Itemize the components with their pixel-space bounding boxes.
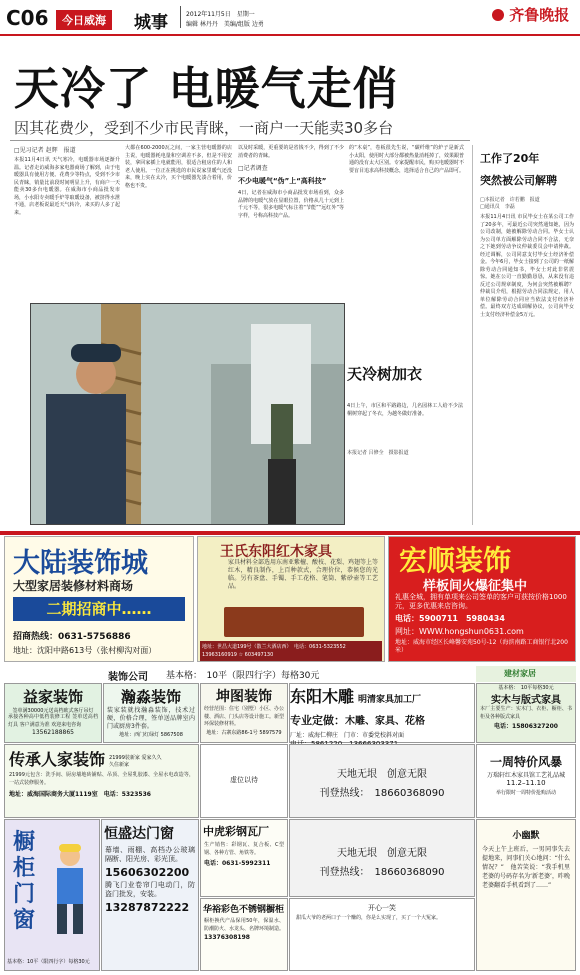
ad-wang [197, 536, 385, 662]
cell-blank-text: 虚位以待 [230, 776, 258, 784]
cell-hanmiao [103, 683, 199, 743]
headline: 天冷了 电暖气走俏 [14, 62, 399, 115]
classified-header [4, 666, 474, 682]
photo-caption-text: 4日上午，市区和平路路边，几名园林工人给不少法桐树穿起了冬衣，为越冬做好准备。 [347, 403, 463, 417]
cell-hengsheng-body: 幕墙、雨棚、高档办公玻璃隔断、阳光房、彩光顶。 [105, 846, 195, 863]
ad-dalu-banner: 二期招商中…… [13, 597, 185, 621]
ad-hong [388, 536, 576, 662]
cell-tiandi-2-slogan: 天地无垠 创意无限 [337, 848, 427, 859]
page-code: C06 [6, 6, 49, 30]
cell-yixin [4, 683, 102, 743]
cell-blank [200, 744, 288, 818]
cell-kaixin [289, 898, 475, 971]
cell-xiaoyou-title: 小幽默 [512, 831, 540, 841]
cell-yixin-body: 承接各种高中低档装修工程 签单送高档灯具 客户满意为准 欢迎来电咨询 [8, 714, 98, 728]
photo-caption-title: 天冷树加衣 [347, 365, 423, 383]
cell-kuntu [200, 683, 288, 743]
article-col-3b: 4日，记者在威海市小商品批发市场看到，众多品牌的电暖气放在显眼位置，价格从几十元到上千元不等，很多电暖气标注着“节能”“远红外”等字样，号称高科技产品。 [238, 190, 344, 219]
ad-hong-body: 礼惠全城，拥有单项来公司签单的客户可获按价格1000元，更多优惠来店咨询。 [395, 593, 567, 610]
side-classified-title: 建材家居 [504, 669, 536, 678]
editors-line: 编辑 林丹丹 美编/组版 边勇 [186, 21, 264, 28]
cell-huacai-phone: 13376308198 [204, 934, 250, 941]
cell-yizhou-sub: 万瑞轩红木家具馆工艺礼品城 [486, 772, 565, 779]
cell-dongyang [289, 683, 475, 743]
logo: 齐鲁晚报 [492, 4, 569, 25]
ad-hong-title: 宏顺装饰 [399, 544, 512, 577]
ad-hong-address: 地址：威海市经区长峰馨安苑50号-12（海滨南路工商银行北200米） [395, 639, 568, 654]
sub-headline: 不少电暖气“伪”上“高科技” [238, 177, 327, 185]
cell-dongyang-pro: 专业定做： [290, 714, 345, 727]
cell-yixin-sub: 签单满30000元送高档欧式客厅吊灯 [12, 708, 94, 714]
logo-icon [492, 9, 504, 21]
cell-zhonghong-title: 中虎彩钢瓦厂 [203, 825, 269, 838]
cell-dongyang-title2: 明清家具加工厂 [358, 695, 422, 705]
cell-chuancheng [4, 744, 199, 818]
cell-chuancheng-tag: 21999装新家 爱家久久久住新家 [109, 754, 162, 768]
cell-yizhou-note: 举行限时一周特价抢购活动 [495, 790, 556, 796]
ad-hong-web: 网址：WWW.hongshun0631.com [395, 627, 524, 636]
cell-kaixin-title: 开心一笑 [368, 904, 396, 912]
cell-huacai-body: 橱柜换代产品保用50年，保温水、防潮防火、水龙头、名牌环境制造。 [204, 918, 285, 932]
ad-dalu-address: 地址：沈阳中路613号（张村柳沟对面） [13, 646, 157, 655]
cell-chugui-note: 基本格：10平（限四行字）每格30元 [7, 959, 90, 965]
cell-xiaoyou-body: 今天上午上班后，一男同事失去提地来，问事们关心地问：“什么情况？” 他苦笑说：“我手机里老婆的号码存名为‘新老婆’，昨晚老婆翻看手机看到了……” [482, 846, 570, 889]
cell-kuntu-title: 坤图装饰 [216, 689, 272, 705]
ad-hong-banner: 样板间火爆征集中 [423, 579, 528, 594]
byline: □见习记者 赵辉 报道 [14, 147, 76, 154]
cell-chuancheng-address: 地址：威海国际商务大厦1119室 电话：5323536 [9, 791, 151, 798]
tree-photo-image [31, 304, 344, 524]
cell-hanmiao-body: 装家装就找瀚淼装饰，技术过硬，价格合理，签单送品牌室内门或厨房3件套。 [107, 707, 195, 730]
cell-shimu-phone: 电话：15806327200 [494, 723, 558, 730]
cell-kuntu-body: 经营范围：住宅（别墅）小区、办公楼、酒店、门头店等设计施工。新型环保装修材料。 [204, 706, 285, 727]
cell-xiaoyou [476, 819, 576, 971]
cell-tiandi-2-phone: 刊登热线： 18660368090 [319, 867, 445, 878]
cell-huacai-title: 华裕彩色不锈钢橱柜 [203, 905, 285, 915]
cell-yixin-phone: 13562188865 [32, 729, 74, 736]
page-header [0, 0, 580, 36]
ad-hong-phone: 电话：5900711 5980434 [395, 614, 505, 623]
cell-yizhou-date: 11.2–11.10 [506, 779, 546, 787]
cell-tiandi-1 [289, 744, 475, 818]
cell-chuancheng-body: 21999元包含：洗手间、厨房墙地砖铺贴、吊顶、全屋乳胶漆、全屋水电改造等，一站式装修服务。 [9, 772, 194, 786]
article-col-1: 本报11月4日讯 天气寒冷，电暖器市场逐渐升温。记者走访威海多家电器商场了解到，由于电暖器具有使用方便、花费少等特点，受到不少市民青睐，销量比前段时间明显上升，有商户一天能卖30多台电暖器。在威海市小商品批发市场，小水阳专卖暖手炉等取暖设备，被挤得水泄不通，店老板说最近天气转冷，来买的人多了起来。 [14, 157, 120, 216]
cell-zhonghong [200, 819, 288, 897]
cell-dongyang-pro-items: 木雕、家具、花格 [345, 716, 425, 727]
section-divider [0, 531, 580, 535]
sub-byline: □记者调查 [238, 165, 268, 172]
cell-hanmiao-title: 瀚淼装饰 [120, 688, 181, 706]
cell-zhonghong-phone: 电话：0631-5992311 [204, 860, 271, 867]
cell-shimu-title: 实木与版式家具 [491, 695, 561, 706]
cell-chugui-title: 橱柜门窗 [13, 830, 36, 933]
date-line: 2012年11月5日 星期一 [186, 11, 255, 18]
side-headline-2: 突然被公司解聘 [480, 174, 557, 187]
cell-kaixin-body: 甜瓜大爷的老两口子一个赚的，你是么实现了，买了一个大冤家。 [296, 915, 442, 921]
side-classified-rate: 基本格： 10平每格30元 [498, 685, 554, 691]
subhead: 因其花费少，受到不少市民青睐，一商户一天能卖30多台 [14, 119, 394, 137]
cell-yizhou-title: 一周特价风暴 [489, 755, 562, 769]
worker-illustration-icon [45, 840, 95, 940]
ad-dalu [4, 536, 194, 662]
cell-tiandi-1-slogan: 天地无垠 创意无限 [337, 769, 427, 780]
ad-wang-furniture-image [224, 607, 364, 637]
section-name: 城事 [134, 13, 168, 33]
cell-kuntu-address: 地址：古寨东路86-1号 5897579 [206, 729, 282, 736]
cell-hengsheng-phone2: 13287872222 [105, 901, 190, 914]
cell-tiandi-2 [289, 819, 475, 897]
cell-yixin-title: 益家装饰 [22, 688, 83, 706]
tree-photo [30, 303, 345, 525]
classified-rate: 基本格： 10平（限四行字）每格30元 [166, 671, 320, 681]
cell-chugui [4, 819, 100, 971]
cell-hengsheng-phone: 15606302200 [105, 866, 190, 879]
side-byline-1: □本报记者 许若鹏 报道 [480, 197, 540, 203]
side-body: 本报11月4日讯 市民毕女士在某公司工作了20多年，可最近公司突然通知她，因为公司改制，她被解除劳动合同。毕女士认为公司单方面解除劳动合同不合法，无奈之下她到劳动争议仲裁委员会申请仲裁。经过调解，公司同意支付毕女士经济补偿金。今年6月，毕女士接到了公司的一纸解除劳动合同通知书，毕女士对此非常震惊。她在公司一直勤勤恳恳，从来没有违反过公司规章制度，为何会突然被解聘？仲裁员介绍，根据劳动合同法规定，用人单位解除劳动合同应当依法支付经济补偿。最终双方达成调解协议，公司向毕女士支付经济补偿金5万元。 [480, 214, 574, 318]
cell-hanmiao-address: 地址：西门红绿灯 5867508 [119, 732, 183, 738]
cell-chuancheng-title: 传承人家装饰 [9, 750, 106, 769]
cell-huacai [200, 898, 288, 971]
side-byline-2: □通讯员 李磊 [480, 204, 515, 210]
cell-dongyang-address: 厂址：威海仁柳庄 门市：市委党校斜对面 [290, 732, 405, 739]
cell-tiandi-1-phone: 刊登热线： 18660368090 [319, 788, 445, 799]
ad-wang-body: 家具材料全部选用东南亚紫檀、酸枝、花梨、鸡翅等上等红木，精良制作，上百种款式，合理价位，恭候您的光临。另有茶盘、手镯、手工花格、笔筒、紫砂壶等工艺品。 [228, 559, 379, 590]
ad-dalu-title: 大陆装饰城 [13, 548, 148, 579]
cell-yizhou [476, 744, 576, 818]
cell-zhonghong-body: 生产销售：彩钢瓦、复合板、C型钢、各种方管、角铁等。 [204, 842, 284, 856]
side-headline-1: 工作了20年 [480, 152, 540, 165]
ad-wang-title: 王氏东阳红木家具 [220, 544, 332, 560]
article-col-2: 大都在600-2000瓦之间，一家主营电暖器的店主说，电暖器耗电量和空调差不多，但是不用安装，拿回家插上电就能用，很适合租房住的人和老人使用。一位正在挑选的市民说家里暖气还没来，晚上实在太冷，买个电暖器先凑合着用，价格也不贵。 [125, 145, 232, 189]
article-col-3: 以及时采暖，更重要的是省钱不少，得到了不少消费者的青睐。 [238, 145, 344, 159]
cell-hengsheng-title: 恒盛达门窗 [104, 826, 174, 842]
cell-hengsheng [101, 819, 199, 971]
cell-hengsheng-extra: 腾飞门业卷帘门电动门，防盗门批发，安装。 [105, 881, 195, 898]
cell-shimu [476, 683, 576, 743]
article-col-4: 的“木桌”，卷板很先生说，“碳纤维”的炉子是新式小太阳，使用时大部分都被热量消耗掉了，效果跟普通的没有太大区别。专家提醒市民，购买电暖器时不要盲目追求高科技概念，选择适合自己的产品即可。 [349, 145, 465, 174]
photo-caption-credit: 本报记者 吕修全 摄影报道 [347, 450, 409, 456]
ad-wang-footer: 地址：世昌大道199号（散兰大酒店西） 电话：0631-5323552 13963160919 ☆ 603497130 [200, 641, 382, 661]
cell-dongyang-title: 东阳木雕 [290, 687, 355, 706]
classified-title: 装饰公司 [108, 672, 148, 683]
section-tag: 今日威海 [56, 10, 112, 30]
cell-shimu-body: 本厂主要生产：实木门、衣柜、橱柜、书柜及各种版式家具 [480, 706, 572, 720]
ad-dalu-phone: 招商热线：0631-5756886 [13, 632, 131, 642]
ad-dalu-tagline: 大型家居装修材料商场 [13, 579, 134, 593]
